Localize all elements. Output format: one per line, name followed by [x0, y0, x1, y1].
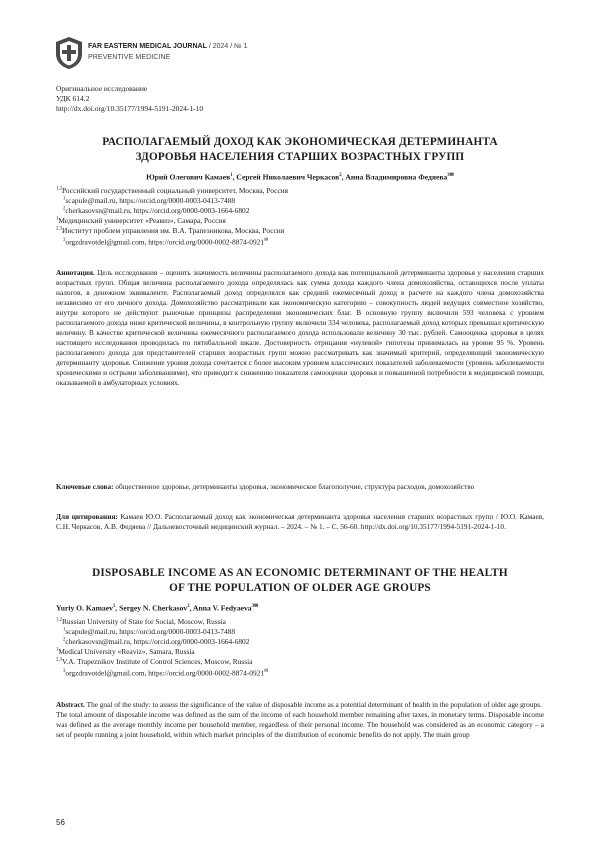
en-aff-0: $^{1,2}$Russian University of State for Social, Moscow, Russia	[56, 617, 226, 626]
ru-keywords-text: общественное здоровье, детерминанты здоровья, экономическое благополучие, структура расходов, домохозяйство	[113, 482, 475, 491]
en-abstract-text: The goal of the study: to assess the significance of the value of disposable income as a potential determinant of health in the population of older age groups.	[84, 700, 542, 709]
article-type: Оригинальное исследование	[56, 84, 148, 93]
ru-aff-2: $^2$cherkasovsn@mail.ru, https://orcid.org/0000-0003-1664-6802	[63, 206, 250, 215]
journal-title-block	[88, 41, 247, 63]
ru-author-1: Юрий Олегович Камаев	[146, 172, 231, 182]
envelope-icon: ✉	[449, 173, 454, 178]
ru-citation-text: Камаев Ю.О. Располагаемый доход как экономическая детерминанта здоровья населения старших возрастных групп / Ю.О. Камаев, С.Н. Черкасов, А.В. Федяева // Дальневосточный медицинский журнал. – 2024. – № 1. – С. 56-60. http://dx.doi.org/10.35177/1994-5191-2024-1-10.	[56, 512, 544, 531]
envelope-icon: ✉	[264, 238, 269, 243]
en-title-line1: DISPOSABLE INCOME AS AN ECONOMIC DETERMINANT OF THE HEALTH	[92, 567, 508, 579]
ru-aff-5: $^3$orgzdravotdel@gmail.com, https://orcid.org/0000-0002-8874-0921✉	[63, 237, 269, 247]
journal-logo-icon	[54, 36, 84, 70]
ru-author-2: Сергей Николаевич Черкасов	[236, 172, 340, 182]
ru-aff-3: $^1$Медицинский университет «Реавиз», Самара, Россия	[56, 216, 226, 225]
doi-link[interactable]: http://dx.doi.org/10.35177/1994-5191-2024-1-10	[56, 104, 204, 113]
journal-section: PREVENTIVE MEDICINE	[88, 54, 171, 61]
article-meta	[56, 84, 203, 114]
ru-abstract	[56, 268, 544, 388]
ru-author-2-sup: 2	[339, 173, 342, 178]
en-abstract	[56, 700, 544, 740]
en-author-2: Sergey N. Cherkasov	[119, 603, 188, 613]
journal-name: FAR EASTERN MEDICAL JOURNAL	[88, 43, 207, 50]
ru-citation	[56, 512, 544, 532]
envelope-icon: ✉	[254, 604, 259, 609]
ru-keywords	[56, 482, 544, 492]
ru-abstract-text: Цель исследования – оценить значимость величины располагаемого дохода как потенциальной детерминанты здоровья у населения старших возрастных групп. Общая величина располагаемого дохода определялась как сумма дохода каждого члена домохозяйства, остающихся после уплаты налогов, в денежном эквиваленте. Располагаемый доход определялся как средний ежемесячный доход в расчете на каждого члена домохозяйства независимо от его личного дохода. Домохозяйство рассматривали как экономическую категорию – совокупность людей ведущих совместное хозяйство, внутри которого не действуют рыночные принципы распределения экономических благ. В основную группу включили 593 человека с уровнем располагаемого дохода ниже критической величины, в контрольную группу включили 334 человека, располагаемый доход которых превышал критическую величину. В качестве критической величины ежемесячного располагаемого дохода использовали величину 30 тыс. рублей. Самооценка здоровья в целях настоящего исследования проводилась по пятибалльной шкале. Достоверность отрицания «нулевой» гипотезы принималась на уровне 95 %. Уровень располагаемого дохода для представителей старших возрастных групп можно рассматривать как значимый критерий, определяющий экономическую детерминанту здоровья. Снижение уровня дохода сочетается с более высоким уровнем классических показателей заболеваемости (уровень заболеваемости хроническими и острыми заболеваниями), что приводит к снижению показателя самооценки здоровья и повышенной потребности в медицинской помощи, оказываемой в амбулаторных условиях.	[56, 268, 544, 387]
en-author-1-sup: 1	[112, 604, 116, 609]
ru-citation-label: Для цитирования:	[56, 512, 118, 521]
en-aff-2: $^2$cherkasovsn@mail.ru, https://orcid.org/0000-0003-1664-6802	[63, 637, 250, 646]
ru-affiliations	[56, 186, 288, 247]
udc-code: УДК 614.2	[56, 94, 90, 103]
en-affiliations	[56, 617, 268, 678]
ru-author-3: Анна Владимировна Федяева	[345, 172, 448, 182]
en-author-3: Anna V. Fedyaeva	[193, 603, 252, 613]
en-aff-5: $^3$orgzdravotdel@gmail.com, https://orcid.org/0000-0002-8874-0921✉	[63, 668, 269, 678]
en-abstract-text2: The total amount of disposable income was defined as the sum of the income of each household member remaining after taxes, in monetary terms. Disposable income was defined as the average monthly income per household member, regardless of their personal income. The household was considered as an economic category – a set of people running a joint household, within which market principles of the distribution of economic benefits do not apply. The main group	[56, 710, 544, 739]
ru-aff-0: $^{1,2}$Российский государственный социальный университет, Москва, Россия	[56, 186, 289, 195]
envelope-icon: ✉	[264, 669, 269, 674]
en-aff-4: $^{2,3}$V.A. Trapeznikov Institute of Control Sciences, Moscow, Russia	[56, 657, 253, 666]
en-title	[56, 566, 544, 596]
page-number: 56	[56, 818, 65, 827]
journal-header	[54, 36, 554, 76]
ru-keywords-label: Ключевые слова:	[56, 482, 114, 491]
ru-title-line2: ЗДОРОВЬЯ НАСЕЛЕНИЯ СТАРШИХ ВОЗРАСТНЫХ ГРУПП	[135, 151, 465, 163]
ru-title-line1: РАСПОЛАГАЕМЫЙ ДОХОД КАК ЭКОНОМИЧЕСКАЯ ДЕТЕРМИНАНТА	[102, 136, 498, 148]
en-aff-3: $^1$Medical University «Reaviz», Samara, Russia	[56, 647, 195, 656]
en-author-2-sup: 2	[187, 604, 190, 609]
journal-issue: / 2024 / № 1	[206, 43, 248, 50]
ru-authors: Юрий Олегович Камаев$^1$, Сергей Николаевич Черкасов$^2$, Анна Владимировна Федяева$^{3✉}$	[146, 172, 454, 182]
en-title-line2: OF THE POPULATION OF OLDER AGE GROUPS	[169, 582, 431, 594]
ru-author-1-sup: 1	[230, 173, 233, 178]
en-aff-1: $^1$scapule@mail.ru, https://orcid.org/0000-0003-0413-7488	[63, 627, 236, 636]
ru-title	[56, 135, 544, 165]
ru-author-3-sup: 3	[447, 173, 450, 178]
en-abstract-label: Abstract.	[56, 700, 85, 709]
en-author-3-sup: 3	[251, 604, 255, 609]
ru-aff-1: $^1$scapule@mail.ru, https://orcid.org/0000-0003-0413-7488	[63, 196, 236, 205]
en-author-1: Yuriy O. Kamaev	[56, 603, 113, 613]
ru-abstract-label: Аннотация.	[56, 268, 95, 277]
en-authors: Yuriy O. Kamaev$^1$, Sergey N. Cherkasov$^2$, Anna V. Fedyaeva$^{3✉}$	[56, 603, 259, 613]
ru-aff-4: $^{2,3}$Институт проблем управления им. В.А. Трапезникова, Москва, Россия	[56, 226, 285, 235]
